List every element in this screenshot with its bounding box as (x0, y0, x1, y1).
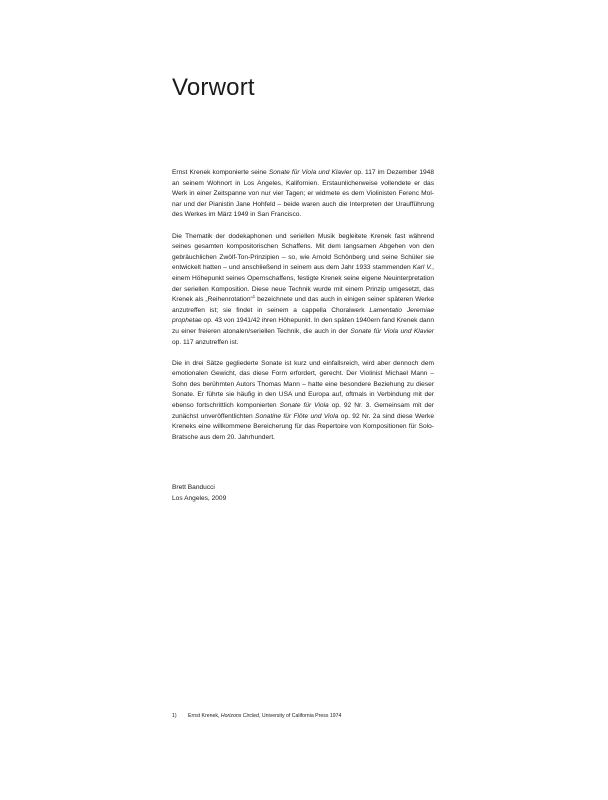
paragraph-1 (172, 168, 434, 221)
paragraph-3 (172, 359, 434, 444)
signature-name: Brett Banducci (172, 484, 215, 491)
p3-text-e: op. 92 Nr. 2a sind diese Werke Kreneks eine willkommene Bereicherung für das Repertoire von Kompositionen für Solo-Bratsche aus dem 20. Jahrhundert. (172, 412, 434, 441)
footnote-publisher: , University of California Press 1974 (258, 713, 342, 719)
signature (172, 483, 226, 504)
p2-text-d: bezeichnete und das auch in einigen seiner späteren Werke anzutreffen ist; sie findet in seinem a cappella Choralwerk (172, 296, 434, 314)
p3-text-a: Die in drei Sätze gegliederte Sonate ist kurz und einfallsreich, wird aber dennoch dem emotionalen Gewicht, das diese Form erfordert, gerecht. Der Violinist Michael Mann – Sohn des berühmten Autors Thomas Mann – hatte eine besondere Beziehung zu dieser Sonate. Er führte sie häufig in den USA und Europa auf, oftmals in Verbindung mit der ebenso fortschrittlich komponierten (172, 359, 434, 410)
p2-text-h: op. 117 anzutreffen ist. (172, 338, 239, 346)
p3-sonatine-title: Sonatine für Flöte und Viola (255, 412, 339, 420)
p2-choral-title: Lamentatio Jeremiae prophetae (172, 306, 434, 325)
p2-sonata-title: Sonate für Viola und Klavier (350, 327, 434, 335)
preface-body (172, 168, 434, 454)
p1-work-title: Sonate für Viola und Klavier (268, 169, 352, 176)
p3-sonata-title: Sonate für Viola (279, 402, 329, 410)
p2-text-f: op. 43 von 1941/42 ihren Höhepunkt. In den späten 1940ern fand Krenek dann zu einer freieren atonalen/seriellen Technik, die auch in der (172, 317, 434, 335)
signature-place-date: Los Angeles, 2009 (172, 494, 227, 502)
paragraph-2 (172, 232, 434, 349)
p2-text-a: Die Thematik der dodekaphonen und seriellen Musik begleitete Krenek fast während seines gesamten kompositorischen Schaffens. Mit dem langsamen Abgehen von den gebräuchlichen Zwölf-Ton-Prinzipien – so, wie Arnold Schönberg und seine Schüler sie entwickelt hatten – und anschließend in seinem aus dem Jahr 1933 stammenden (172, 232, 434, 272)
p3-text-c: op. 92 Nr. 3. Gemeinsam mit der zunächst unveröffentlichten (172, 402, 434, 420)
p1-text-a: Ernst Krenek komponierte seine (172, 169, 269, 176)
p2-text-c: , einem Höhepunkt seines Opernschaffens, festigte Krenek seine eigene Neuinterpretation der seriellen Komposition. Diese neue Technik wurde mit einem Prinzip umgesetzt, das Krenek als „Reihenrotation“ (172, 264, 434, 304)
footnote-work-title: Horizons Circled (220, 713, 259, 719)
footnote-number: 1) (172, 713, 177, 719)
footnote (172, 712, 341, 720)
p1-text-c: op. 117 im Dezember 1948 an seinem Wohnort in Los Angeles, Kalifornien. Erstaunlicherweise vollendete er das Werk in einer Zeitspanne von nur vier Tagen; er widmete es dem Violinisten Ferenc Molnar und der Pianistin Jane Hohfeld – beide waren auch die Interpreten der Uraufführung des Werkes im März 1949 in San Francisco. (172, 169, 434, 219)
page-title: Vorwort (172, 74, 255, 101)
footnote-ref: 1 (252, 293, 256, 299)
footnote-author: Ernst Krenek, (188, 713, 221, 719)
p2-opera-title: Karl V. (412, 264, 433, 272)
